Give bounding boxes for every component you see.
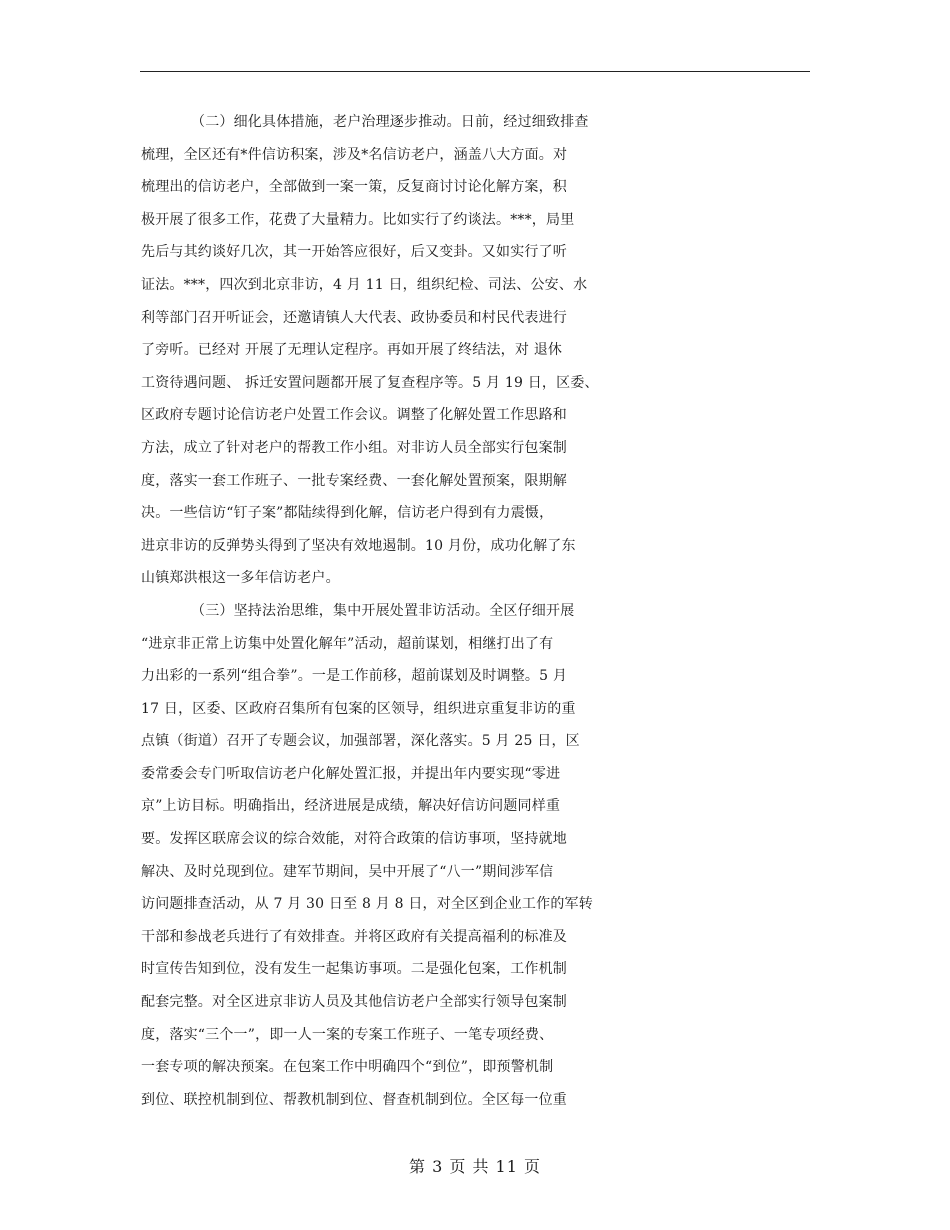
text-line: 了旁听。已经对 开展了无理认定程序。再如开展了终结法，对 退休 <box>141 342 563 359</box>
text-line: 访问题排查活动，从 7 月 30 日至 8 月 8 日，对全区到企业工作的军转 <box>141 896 593 913</box>
text-line: 进京非访的反弹势头得到了坚决有效地遏制。10 月份，成功化解了东 <box>141 537 576 554</box>
text-line: 点镇（街道）召开了专题会议，加强部署，深化落实。5 月 25 日，区 <box>141 733 580 750</box>
text-line: （二）细化具体措施，老户治理逐步推动。日前，经过细致排查 <box>191 114 589 130</box>
text-line: 证法。***，四次到北京非访，4 月 11 日，组织纪检、司法、公安、水 <box>141 276 588 293</box>
text-line: 梳理，全区还有*件信访积案，涉及*名信访老户，涵盖八大方面。对 <box>141 146 568 163</box>
text-line: 区政府专题讨论信访老户处置工作会议。调整了化解处置工作思路和 <box>141 407 567 424</box>
text-line: 工资待遇问题、 拆迁安置问题都开展了复查程序等。5 月 19 日，区委、 <box>141 374 599 391</box>
text-line: 决。一些信访“钉子案”都陆续得到化解，信访老户得到有力震慑， <box>141 505 554 522</box>
text-line: 先后与其约谈好几次，其一开始答应很好，后又变卦。又如实行了听 <box>141 244 567 261</box>
text-line: “进京非正常上访集中处置化解年”活动，超前谋划，相继打出了有 <box>141 635 554 652</box>
text-line: 极开展了很多工作，花费了大量精力。比如实行了约谈法。***，局里 <box>141 211 575 228</box>
text-line: 力出彩的一系列“组合拳”。一是工作前移，超前谋划及时调整。5 月 <box>141 668 568 685</box>
page-number: 第 3 页 共 11 页 <box>409 1157 541 1176</box>
text-line: 方法，成立了针对老户的帮教工作小组。对非访人员全部实行包案制 <box>141 439 567 456</box>
text-line: 要。发挥区联席会议的综合效能，对符合政策的信访事项，坚持就地 <box>141 831 567 848</box>
text-line: 度，落实一套工作班子、一批专案经费、一套化解处置预案，限期解 <box>141 472 567 489</box>
text-line: 解决、及时兑现到位。建军节期间，吴中开展了“八一”期间涉军信 <box>141 863 554 880</box>
text-line: 利等部门召开听证会，还邀请镇人大代表、政协委员和村民代表进行 <box>141 309 567 326</box>
text-line: 委常委会专门听取信访老户化解处置汇报，并提出年内要实现“零进 <box>141 765 561 782</box>
text-lines <box>141 106 821 1116</box>
text-line: 时宣传告知到位，没有发生一起集访事项。二是强化包案，工作机制 <box>141 961 567 978</box>
text-line: 京”上访目标。明确指出，经济进展是成绩，解决好信访问题同样重 <box>141 798 561 815</box>
document-body <box>141 106 821 1116</box>
text-line: 梳理出的信访老户，全部做到一案一策，反复商讨讨论化解方案，积 <box>141 179 567 196</box>
header-rule <box>140 71 810 72</box>
text-line: 度，落实“三个一”，即一人一案的专案工作班子、一笔专项经费、 <box>141 1026 554 1043</box>
text-line: 山镇郑洪根这一多年信访老户。 <box>141 570 340 587</box>
text-line: 到位、联控机制到位、帮教机制到位、督查机制到位。全区每一位重 <box>141 1091 567 1108</box>
text-line: 17 日，区委、区政府召集所有包案的区领导，组织进京重复非访的重 <box>141 700 576 717</box>
text-line: 配套完整。对全区进京非访人员及其他信访老户全部实行领导包案制 <box>141 994 567 1011</box>
text-line: 干部和参战老兵进行了有效排查。并将区政府有关提高福利的标准及 <box>141 928 567 945</box>
text-line: 一套专项的解决预案。在包案工作中明确四个“到位”，即预警机制 <box>141 1059 554 1076</box>
text-line: （三）坚持法治思维，集中开展处置非访活动。全区仔细开展 <box>191 602 575 619</box>
